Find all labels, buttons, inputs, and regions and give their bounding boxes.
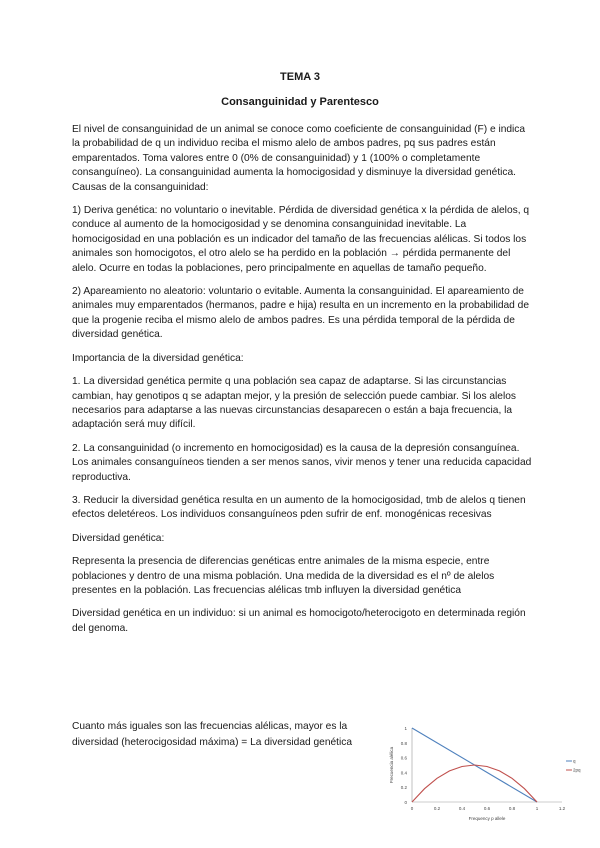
paragraph-cause-drift: 1) Deriva genética: no voluntario o inevitable. Pérdida de diversidad genética x la pérdida de alelos, q conduce al aumento de la homocigosidad y se denomina consanguinidad inevitable. La homocigosidad en una población es un indicador del tamaño de las frecuencias alélicas. Si todos los animales son homocigotos, el otro alelo se ha perdido en la población → pérdida permanente del alelo. Ocurre en todas la poblaciones, pero principalmente en aquellas de tamaño pequeño. — [72, 205, 530, 274]
x-tick-label: 0.8 — [508, 806, 516, 811]
paragraph-cause-mating: 2) Apareamiento no aleatorio: voluntario o evitable. Aumenta la consanguinidad. El apareamiento de animales muy emparentados (hermanos, padre e hija) resulta en un incremento en la probabilidad de que la progenie reciba el mismo alelo de ambos padres. Es una pérdida temporal de la pérdida de diversidad genética. — [72, 286, 530, 341]
paragraph-allele-frequencies: Cuanto más iguales son las frecuencias alélicas, mayor es la diversidad (heterocigosidad máxima) = La diversidad genética — [72, 721, 353, 748]
paragraph-importance-1: 1. La diversidad genética permite q una población sea capaz de adaptarse. Si las circunstancias cambian, hay genotipos q se adaptan mejor, y la presión de selección puede cambiar. Si los alelos necesarios para adaptarse a las nuevas circunstancias desaparecen o están a baja frecuencia, la adaptación será muy difícil. — [72, 376, 516, 431]
paragraph-causes-heading: Causas de la consanguinidad: — [72, 181, 209, 193]
y-axis-label: Frecuencia alélica — [389, 746, 394, 784]
y-tick-label: 0 — [404, 800, 407, 805]
series-line-2pq — [412, 765, 537, 802]
document-title: TEMA 3 — [280, 71, 320, 83]
y-tick-label: 1 — [404, 726, 407, 731]
document-body — [72, 123, 534, 645]
y-tick-label: 0.6 — [400, 755, 407, 761]
x-tick-label: 0.2 — [433, 806, 441, 811]
allele-frequency-chart — [374, 716, 584, 832]
document-subtitle: Consanguinidad y Parentesco — [221, 96, 379, 108]
paragraph-importance-3: 3. Reducir la diversidad genética resulta en un aumento de la homocigosidad, tmb de alelos q tienen efectos deletéreos. Los individuos consanguíneos pden sufrir de enf. monogénicas recesivas — [72, 494, 526, 521]
x-axis-label: Frequency p allele — [468, 816, 506, 821]
y-tick-label: 0.4 — [400, 770, 407, 776]
x-tick-label: 0.6 — [483, 806, 491, 811]
paragraph-diversity-heading: Diversidad genética: — [72, 532, 165, 544]
y-tick-label: 0.8 — [400, 740, 407, 746]
paragraph-intro: El nivel de consanguinidad de un animal se conoce como coeficiente de consanguinidad (F) e indica la probabilidad de q un individuo reciba el mismo alelo de ambos padres, pq sus padres están emparentados. Toma valores entre 0 (0% de consanguinidad) y 1 (100% o completamente consanguíneo). La consanguinidad aumenta la homocigosidad y disminuye la diversidad genética. — [72, 124, 526, 179]
paragraph-diversity-definition: Representa la presencia de diferencias genéticas entre animales de la misma especie, entre poblaciones y dentro de una misma población. Una medida de la diversidad es el nº de alelos presentes en la población. Las frecuencias alélicas tmb influyen la diversidad genética — [72, 556, 495, 596]
x-tick-label: 0.4 — [458, 806, 466, 811]
legend-label-q: q — [573, 758, 576, 764]
legend-label-2pq: 2pq — [573, 767, 581, 773]
x-tick-label: 0 — [410, 806, 414, 811]
x-tick-label: 1 — [535, 806, 539, 811]
paragraph-importance-2: 2. La consanguinidad (o incremento en homocigosidad) es la causa de la depresión consanguínea. Los animales consanguíneos tienden a ser menos sanos, vivir menos y tener una reducida capacidad reproductiva. — [72, 442, 532, 483]
x-tick-label: 1.2 — [558, 806, 566, 811]
paragraph-importance-heading: Importancia de la diversidad genética: — [72, 352, 244, 364]
y-tick-label: 0.2 — [400, 785, 407, 791]
paragraph-diversity-individual: Diversidad genética en un individuo: si un animal es homocigoto/heterocigoto en determinada región del genoma. — [72, 608, 526, 634]
